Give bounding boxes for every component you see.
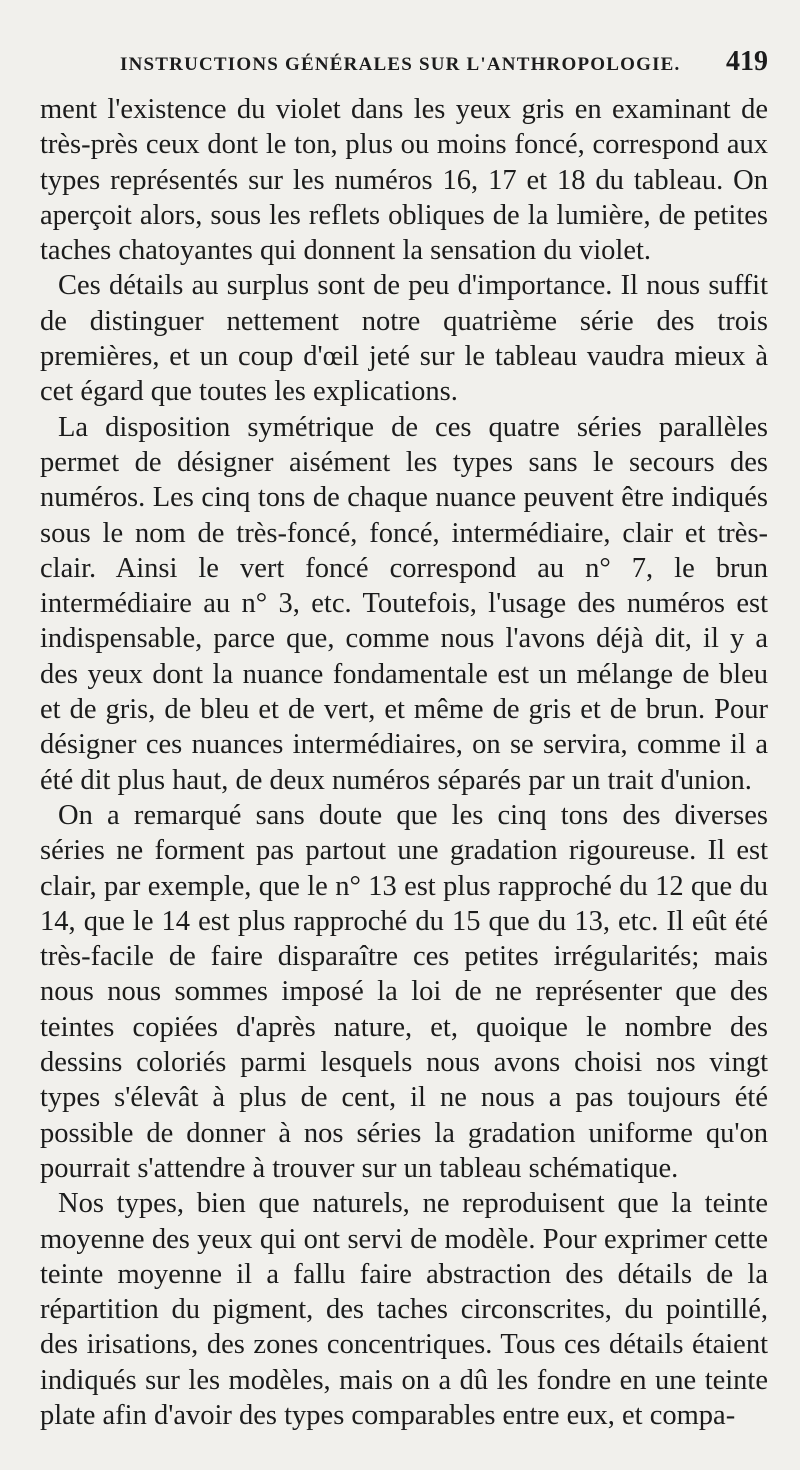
paragraph: On a remarqué sans doute que les cinq tons des diverses séries ne forment pas partout une gradation rigoureuse. Il est clair, par exemple, que le n° 13 est plus rapproché du 12 que du 14, que le 14 est plus rapproché du 15 que du 13, etc. Il eût été très-facile de faire disparaître ces petites irrégularités; mais nous nous sommes imposé la loi de ne représenter que des teintes copiées d'après nature, et, quoique le nombre des dessins coloriés parmi lesquels nous avons choisi nos vingt types s'élevât à plus de cent, il ne nous a pas toujours été possible de donner à nos séries la gradation uniforme qu'on pourrait s'attendre à trouver sur un tableau schématique.: [40, 799, 768, 1184]
paragraph: Ces détails au surplus sont de peu d'importance. Il nous suffit de distinguer nettement notre quatrième série des trois premières, et un coup d'œil jeté sur le tableau vaudra mieux à cet égard que toutes les explications.: [40, 270, 768, 408]
running-title: INSTRUCTIONS GÉNÉRALES SUR L'ANTHROPOLOGIE.: [120, 54, 681, 75]
paragraph-continued: ment l'existence du violet dans les yeux gris en examinant de très-près ceux dont le ton, plus ou moins foncé, correspond aux types représentés sur les numéros 16, 17 et 18 du tableau. On aperçoit alors, sous les reflets obliques de la lumière, de petites taches chatoyantes qui donnent la sensation du violet.: [40, 94, 768, 267]
page-body: [40, 92, 768, 1433]
running-header: [40, 46, 768, 92]
paragraph: La disposition symétrique de ces quatre séries parallèles permet de désigner aisément les types sans le secours des numéros. Les cinq tons de chaque nuance peuvent être indiqués sous le nom de très-foncé, foncé, intermédiaire, clair et très-clair. Ainsi le vert foncé correspond au n° 7, le brun intermédiaire au n° 3, etc. Toutefois, l'usage des numéros est indispensable, parce que, comme nous l'avons déjà dit, il y a des yeux dont la nuance fondamentale est un mélange de bleu et de gris, de bleu et de vert, et même de gris et de brun. Pour désigner ces nuances intermédiaires, on se servira, comme il a été dit plus haut, de deux numéros séparés par un trait d'union.: [40, 411, 768, 796]
page-number: 419: [726, 46, 768, 77]
paragraph: Nos types, bien que naturels, ne reproduisent que la teinte moyenne des yeux qui ont servi de modèle. Pour exprimer cette teinte moyenne il a fallu faire abstraction des détails de la répartition du pigment, des taches circonscrites, du pointillé, des irisations, des zones concentriques. Tous ces détails étaient indiqués sur les modèles, mais on a dû les fondre en une teinte plate afin d'avoir des types comparables entre eux, et compa-: [40, 1188, 768, 1431]
